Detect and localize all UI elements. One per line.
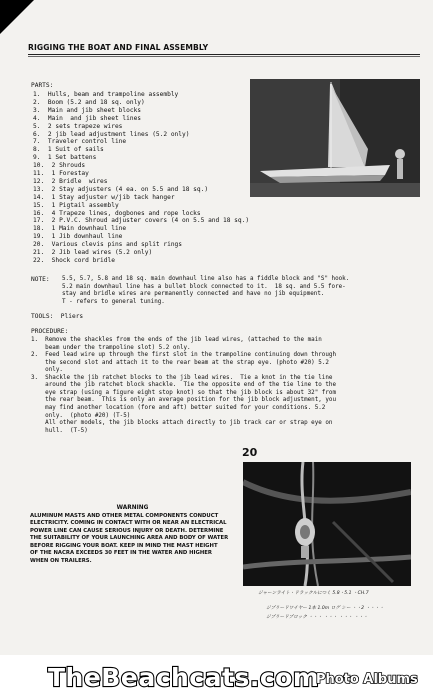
warning-line: OF THE NACRA EXCEEDS 30 FEET IN THE WATER AND HIGHER (30, 550, 212, 556)
handwritten-note-3: ジブリードブロック ・・・ ・・・ ・・・ ・・・ (266, 615, 368, 620)
parts-list-item: 19. 1 Jib downhaul line (33, 233, 123, 241)
procedure-line: the second slot and attach it to the rear beam at the strap eye. (photo #20) 5.2 (31, 359, 329, 366)
warning-heading: WARNING (116, 505, 149, 511)
warning-line: BEFORE RIGGING YOUR BOAT. KEEP IN MIND THE MAST HEIGHT (30, 542, 218, 549)
note-line: stay and bridle wires are permanently connected and have no jib equipment. (62, 291, 325, 298)
site-logo-text: TheBeachcats.com (48, 663, 320, 692)
parts-list-item: 7. Traveler control line (33, 138, 127, 146)
parts-list-item: 12. 2 Bridle wires (33, 177, 108, 185)
procedure-line: around the jib ratchet block shackle. Tie the opposite end of the tie line to the (31, 382, 336, 389)
warning-line: WHEN ON TRAILERS. (30, 557, 92, 564)
jib-block-photo (243, 462, 411, 586)
procedure-line: All other models, the jib blocks attach directly to jib track car or strap eye on (31, 420, 333, 427)
parts-list-item: 18. 1 Main downhaul line (33, 225, 127, 233)
procedure-line: hull. (T-5) (31, 427, 88, 434)
procedure-line: 3. Shackle the jib ratchet blocks to the jib lead wires. Tie a knot in the tie line (31, 374, 333, 381)
parts-list-item: 16. 4 Trapeze lines, dogbones and rope locks (33, 209, 201, 217)
warning-text (30, 513, 235, 566)
procedure-line: may find another location (fore and aft) better suited for your conditions. 5.2 (31, 404, 326, 411)
handwritten-note-2: ジブリードワイヤー 1本 1.0m ログ シー ・・2 ・・・・ (266, 606, 384, 611)
parts-list-item: 4. Main and jib sheet lines (33, 114, 142, 122)
warning-line: POWER LINE CAN CAUSE SERIOUS INJURY OR DEATH. DETERMINE (30, 527, 224, 534)
catamaran-photo (250, 79, 420, 197)
parts-list-item: 21. 2 Jib lead wires (5.2 only) (33, 249, 153, 256)
parts-list-item: 13. 2 Stay adjusters (4 ea. on 5.5 and 18 sq.) (33, 185, 209, 193)
title-rule-thin (28, 56, 420, 57)
parts-list-item: 17. 2 P.V.C. Shroud adjuster covers (4 on 5.5 and 18 sq.) (33, 217, 250, 225)
parts-list-item: 22. Shock cord bridle (33, 256, 115, 264)
photo-albums-text: Photo Albums (316, 672, 418, 687)
procedure-line: beam under the trampoline slot) 5.2 only. (31, 344, 191, 351)
title-rule (28, 54, 420, 55)
note-label: NOTE: (31, 276, 50, 283)
procedure-line: only. (31, 367, 63, 374)
warning-line: ALUMINUM MASTS AND OTHER METAL COMPONENTS CONDUCT (30, 512, 219, 519)
procedure-line: eye strap (using a figure eight stop knot) so that the jib block is about 32" from (31, 389, 336, 396)
parts-list-item: 1. Hulls, beam and trampoline assembly (33, 91, 179, 98)
tools-line: TOOLS: Pliers (31, 313, 84, 320)
procedure-line: 1. Remove the shackles from the ends of the jib lead wires, (attached to the main (31, 337, 322, 343)
note-line: T - refers to general tuning. (62, 298, 165, 305)
note-line: 5.2 main downhaul line has a bullet block connected to it. 18 sq. and 5.5 fore- (62, 283, 346, 290)
warning-line: THE SUITABILITY OF YOUR LAUNCHING AREA AND BODY OF WATER (30, 535, 229, 541)
procedure-line: 2. Feed lead wire up through the first slot in the trampoline continuing down through (31, 352, 336, 359)
handwritten-note-1: ジャーンライト・ドラックルにつく 5.8・5.1 ・CH.7 (258, 591, 369, 596)
parts-list-item: 5. 2 sets trapeze wires (33, 122, 123, 130)
procedure-heading: PROCEDURE: (31, 328, 69, 335)
page-title: RIGGING THE BOAT AND FINAL ASSEMBLY (28, 43, 209, 52)
parts-list-item: 11. 1 Forestay (33, 170, 89, 177)
parts-list-item: 10. 2 Shrouds (33, 162, 86, 170)
procedure-line: only. (photo #20) (T-5) (31, 412, 131, 419)
warning-box (30, 505, 235, 565)
parts-list-item: 9. 1 Set battens (33, 154, 97, 162)
procedure-line: the rear beam. This is only an average position for the jib block adjustment, you (31, 397, 336, 404)
scan-corner (0, 0, 34, 34)
parts-heading: PARTS: (31, 82, 54, 89)
warning-line: ELECTRICITY. COMING IN CONTACT WITH OR NEAR AN ELECTRICAL (30, 520, 227, 526)
parts-list-item: 20. Various clevis pins and split rings (33, 241, 183, 249)
parts-list-item: 8. 1 Suit of sails (33, 146, 104, 154)
note-line: 5.5, 5.7, 5.8 and 18 sq. main downhaul line also has a fiddle block and "S" hook. (62, 276, 350, 282)
photo-number: 20 (242, 446, 258, 459)
parts-list-item: 14. 1 Stay adjuster w/jib tack hanger (33, 193, 175, 201)
parts-list-item: 15. 1 Pigtail assembly (33, 201, 119, 209)
parts-list-item: 6. 2 jib lead adjustment lines (5.2 only) (33, 130, 190, 138)
parts-list-item: 2. Boom (5.2 and 18 sq. only) (33, 98, 145, 106)
parts-list-item: 3. Main and jib sheet blocks (33, 106, 142, 114)
